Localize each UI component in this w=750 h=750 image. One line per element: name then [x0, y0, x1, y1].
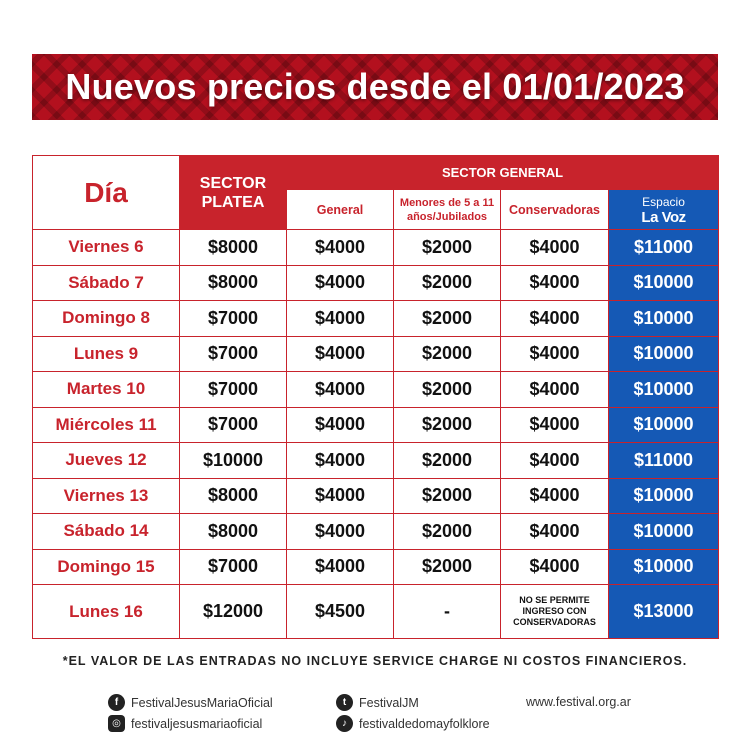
table-row: [33, 443, 719, 479]
header-general: General: [287, 190, 394, 230]
facebook-icon: f: [108, 694, 125, 711]
conservadoras-price: $4000: [501, 549, 609, 585]
menores-price: $2000: [394, 230, 501, 266]
header-sector-general: SECTOR GENERAL: [287, 156, 719, 190]
table-row: [33, 549, 719, 585]
day-cell: Viernes 13: [33, 478, 180, 514]
platea-price: $10000: [180, 443, 287, 479]
lavoz-price: $10000: [609, 478, 719, 514]
table-row: [33, 265, 719, 301]
menores-price: $2000: [394, 407, 501, 443]
table-row: [33, 407, 719, 443]
general-price: $4000: [287, 230, 394, 266]
la-voz-logo: La Voz: [641, 208, 686, 226]
conservadoras-price: $4000: [501, 301, 609, 337]
platea-price: $7000: [180, 372, 287, 408]
day-cell: Miércoles 11: [33, 407, 180, 443]
table-row: [33, 230, 719, 266]
day-cell: Jueves 12: [33, 443, 180, 479]
lavoz-price: $10000: [609, 372, 719, 408]
twitter-icon: t: [336, 694, 353, 711]
title-banner: [32, 54, 718, 120]
conservadoras-price: $4000: [501, 372, 609, 408]
table-row: [33, 372, 719, 408]
conservadoras-price: $4000: [501, 407, 609, 443]
table-row: [33, 336, 719, 372]
menores-price: $2000: [394, 301, 501, 337]
general-price: $4000: [287, 301, 394, 337]
table-row: [33, 301, 719, 337]
lavoz-price: $11000: [609, 443, 719, 479]
menores-price: $2000: [394, 514, 501, 550]
lavoz-price: $10000: [609, 407, 719, 443]
conservadoras-price: $4000: [501, 230, 609, 266]
platea-price: $7000: [180, 549, 287, 585]
lavoz-price: $11000: [609, 230, 719, 266]
price-table: [32, 155, 719, 639]
disclaimer-text: *EL VALOR DE LAS ENTRADAS NO INCLUYE SERVICE CHARGE NI COSTOS FINANCIEROS.: [62, 654, 688, 668]
day-cell: Lunes 9: [33, 336, 180, 372]
menores-price: $2000: [394, 265, 501, 301]
day-cell: Sábado 14: [33, 514, 180, 550]
lavoz-price: $13000: [609, 585, 719, 639]
day-cell: Sábado 7: [33, 265, 180, 301]
platea-price: $8000: [180, 265, 287, 301]
header-dia: Día: [33, 156, 180, 230]
conservadoras-price: $4000: [501, 443, 609, 479]
platea-price: $8000: [180, 478, 287, 514]
day-cell: Domingo 15: [33, 549, 180, 585]
conservadoras-price: $4000: [501, 265, 609, 301]
platea-price: $7000: [180, 301, 287, 337]
lavoz-price: $10000: [609, 549, 719, 585]
lavoz-price: $10000: [609, 514, 719, 550]
conservadoras-price: $4000: [501, 336, 609, 372]
page-title: Nuevos precios desde el 01/01/2023: [65, 66, 685, 107]
header-conservadoras: Conservadoras: [501, 190, 609, 230]
header-espacio-la-voz: Espacio La Voz: [609, 190, 719, 230]
menores-price: $2000: [394, 336, 501, 372]
lavoz-price: $10000: [609, 336, 719, 372]
day-cell: Viernes 6: [33, 230, 180, 266]
general-price: $4000: [287, 478, 394, 514]
menores-price: $2000: [394, 549, 501, 585]
menores-price: $2000: [394, 443, 501, 479]
header-menores: Menores de 5 a 11 años/Jubilados: [394, 190, 501, 230]
general-price: $4000: [287, 372, 394, 408]
platea-price: $7000: [180, 407, 287, 443]
table-row: [33, 514, 719, 550]
lavoz-price: $10000: [609, 301, 719, 337]
general-price: $4000: [287, 514, 394, 550]
menores-price: -: [394, 585, 501, 639]
conservadoras-note: NO SE PERMITE INGRESO CON CONSERVADORAS: [501, 585, 609, 639]
day-cell: Domingo 8: [33, 301, 180, 337]
conservadoras-price: $4000: [501, 514, 609, 550]
instagram-link[interactable]: ◎ festivaljesusmariaoficial: [108, 715, 262, 732]
day-cell: Lunes 16: [33, 585, 180, 639]
general-price: $4000: [287, 336, 394, 372]
header-sector-platea: SECTOR PLATEA: [180, 156, 287, 230]
platea-price: $7000: [180, 336, 287, 372]
platea-price: $8000: [180, 230, 287, 266]
table-row: [33, 585, 719, 639]
general-price: $4000: [287, 443, 394, 479]
day-cell: Martes 10: [33, 372, 180, 408]
menores-price: $2000: [394, 478, 501, 514]
twitter-link[interactable]: t FestivalJM: [336, 694, 419, 711]
general-price: $4500: [287, 585, 394, 639]
platea-price: $12000: [180, 585, 287, 639]
general-price: $4000: [287, 407, 394, 443]
general-price: $4000: [287, 265, 394, 301]
tiktok-link[interactable]: ♪ festivaldedomayfolklore: [336, 715, 490, 732]
facebook-link[interactable]: f FestivalJesusMariaOficial: [108, 694, 273, 711]
platea-price: $8000: [180, 514, 287, 550]
menores-price: $2000: [394, 372, 501, 408]
lavoz-price: $10000: [609, 265, 719, 301]
website-link[interactable]: www.festival.org.ar: [526, 695, 631, 709]
instagram-icon: ◎: [108, 715, 125, 732]
general-price: $4000: [287, 549, 394, 585]
table-row: [33, 478, 719, 514]
tiktok-icon: ♪: [336, 715, 353, 732]
conservadoras-price: $4000: [501, 478, 609, 514]
